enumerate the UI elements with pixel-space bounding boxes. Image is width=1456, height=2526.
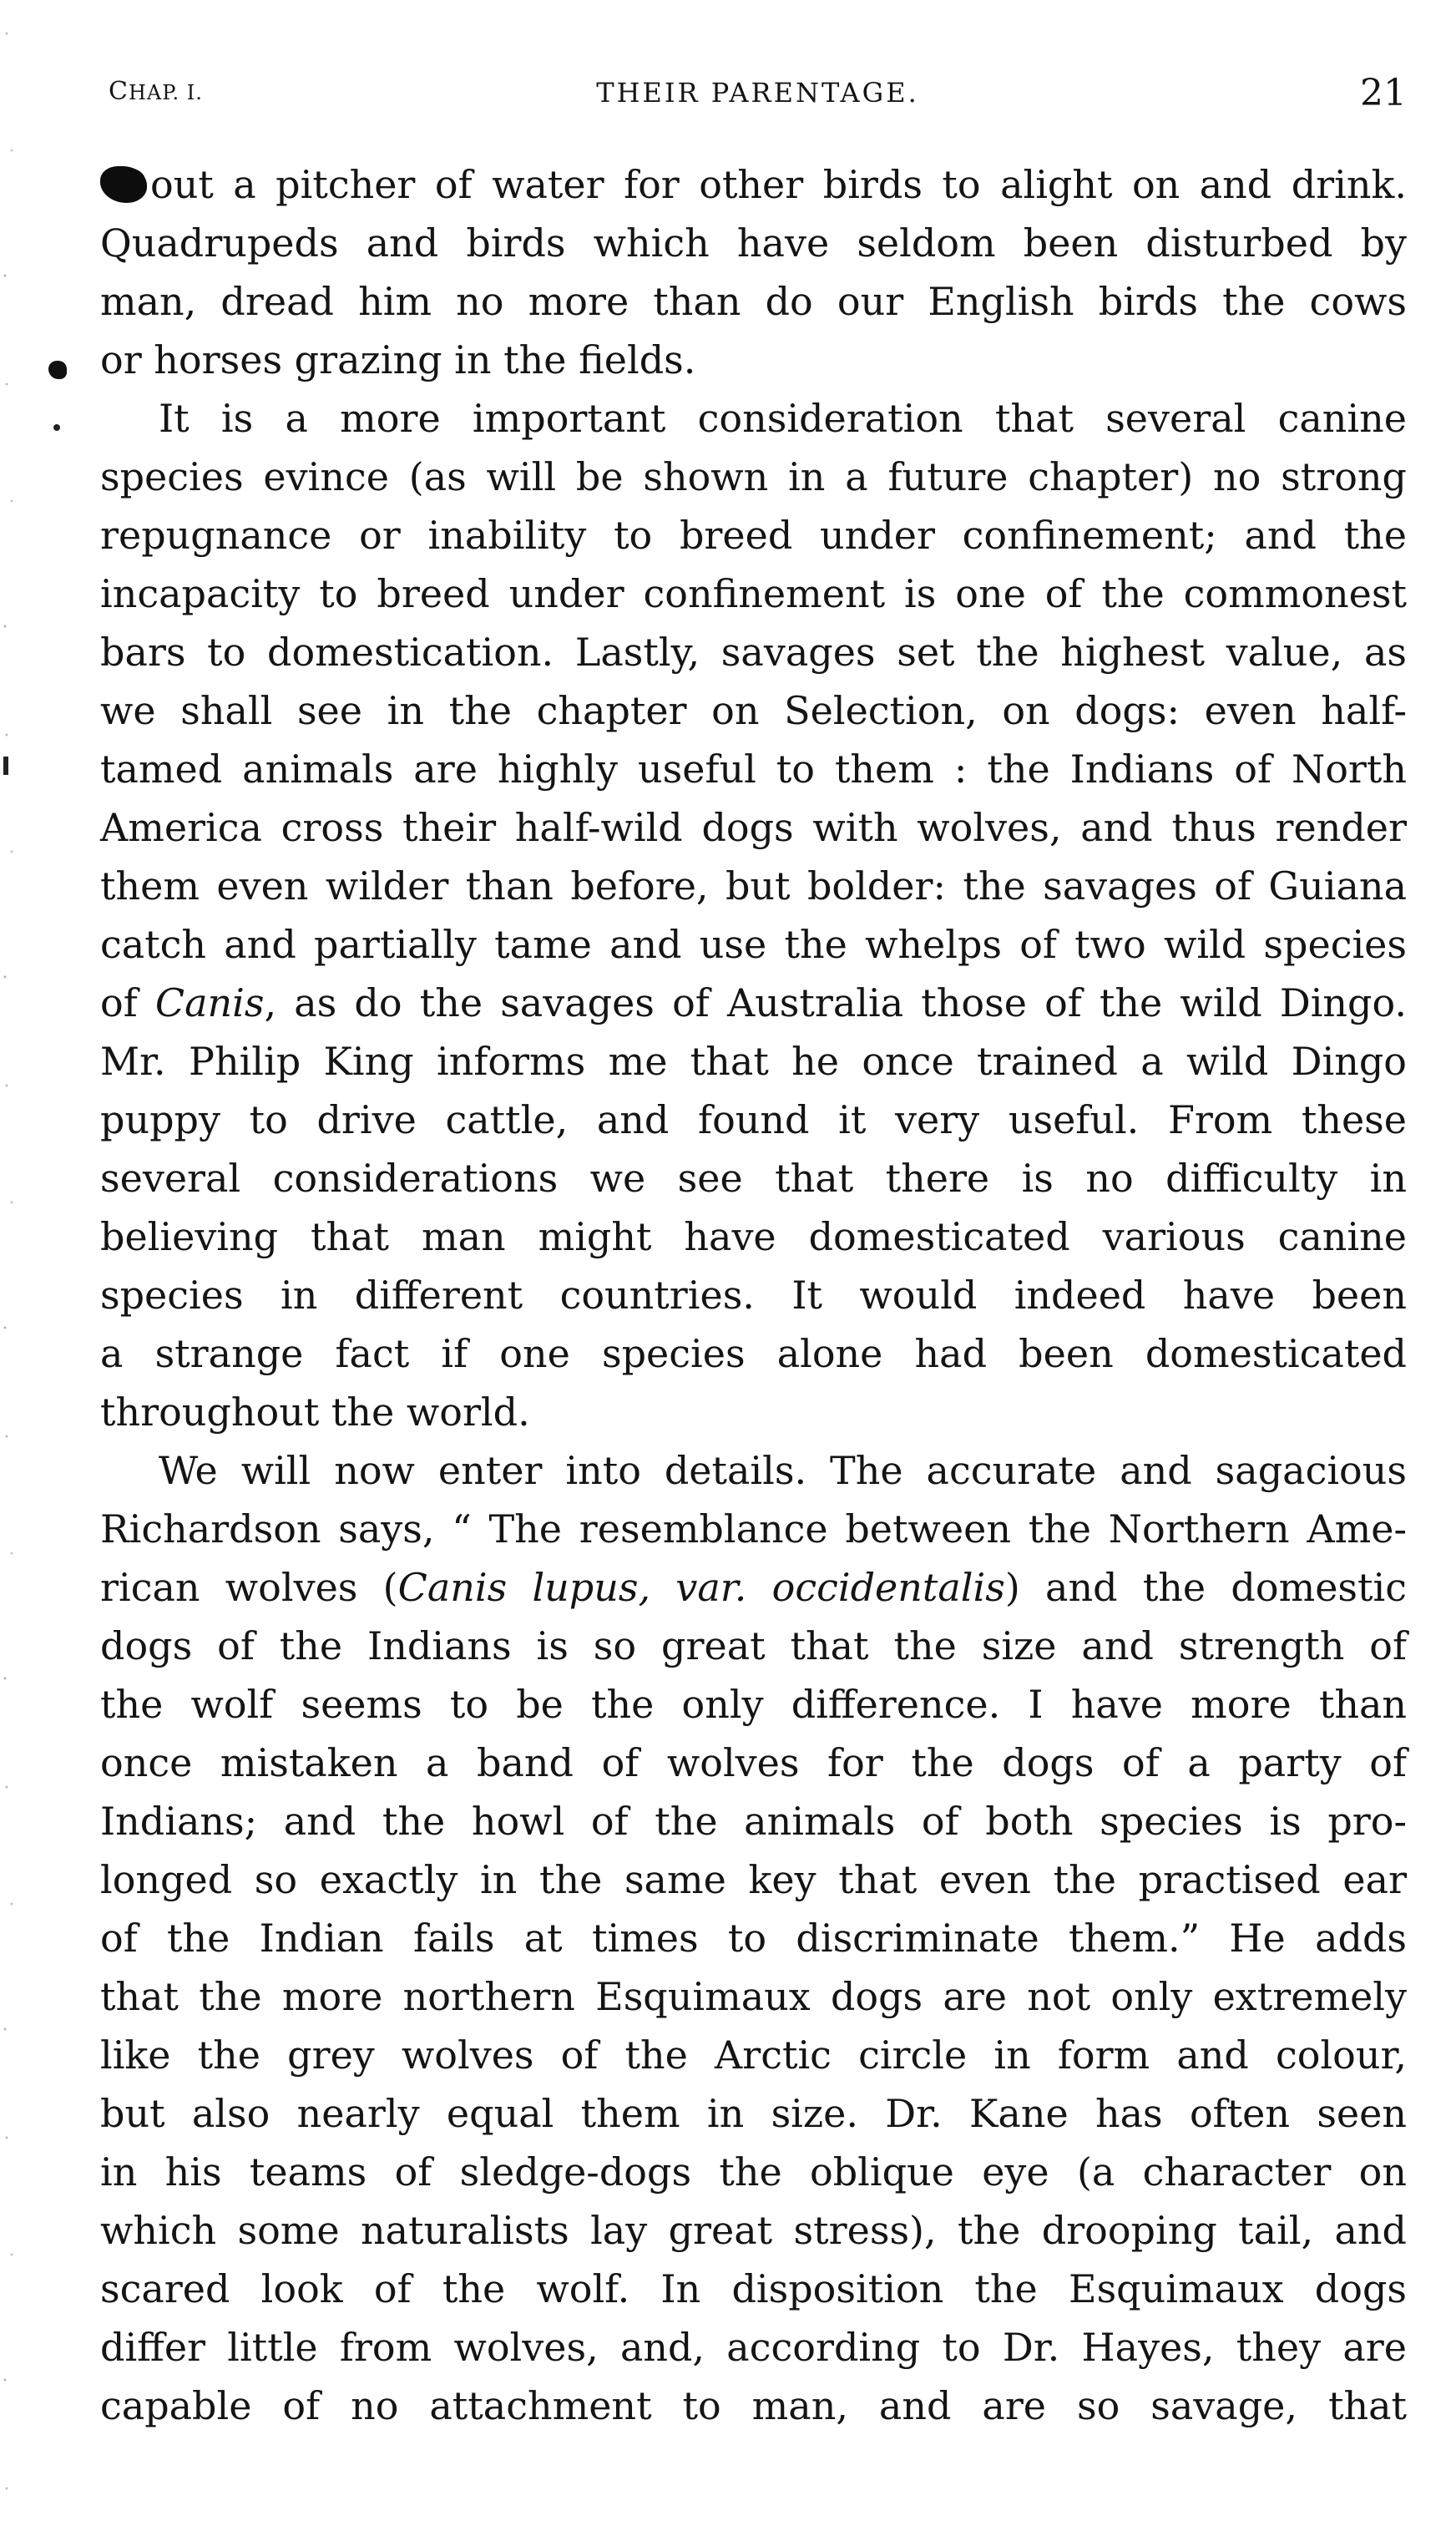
text-line: but also nearly equal them in size. Dr. Kane has often seen — [100, 2091, 1407, 2136]
text-line: species in different countries. It would indeed have been — [100, 1273, 1407, 1318]
text-line: We will now enter into details. The accurate and sagacious — [159, 1448, 1407, 1493]
text-line: which some naturalists lay great stress), the drooping tail, and — [100, 2208, 1407, 2253]
text-line: Mr. Philip King informs me that he once trained a wild Dingo — [100, 1039, 1407, 1084]
ink-dot — [53, 424, 60, 431]
page-number: 21 — [1360, 72, 1407, 114]
text-line: man, dread him no more than do our English birds the cows — [100, 279, 1407, 324]
text-line: incapacity to breed under confinement is one of the commonest — [100, 571, 1407, 616]
text-line: them even wilder than before, but bolder: the savages of Guiana — [100, 863, 1407, 909]
text-line: dogs of the Indians is so great that the size and strength of — [100, 1623, 1407, 1668]
ink-blot-smudge — [100, 166, 147, 203]
text-line: puppy to drive cattle, and found it very useful. From these — [100, 1097, 1407, 1142]
text-line: catch and partially tame and use the whelps of two wild species — [100, 922, 1407, 967]
text-line: of Canis, as do the savages of Australia those of the wild Dingo. — [100, 980, 1407, 1025]
text-line: like the grey wolves of the Arctic circle in form and colour, — [100, 2032, 1407, 2078]
text-line: a strange fact if one species alone had been domesticated — [100, 1331, 1407, 1376]
italic-species-name: Canis lupus, var. occidentalis — [397, 1565, 1005, 1610]
text-line: the wolf seems to be the only difference. I have more than — [100, 1682, 1407, 1727]
text-line: It is a more important consideration that several canine — [159, 396, 1407, 441]
text-line: or horses grazing in the fields. — [100, 337, 696, 382]
ink-spot — [48, 361, 67, 379]
text-line: we shall see in the chapter on Selection, on dogs: even half- — [100, 688, 1407, 733]
text-line: differ little from wolves, and, according to Dr. Hayes, they are — [100, 2325, 1407, 2370]
text-line: several considerations we see that there is no difficulty in — [100, 1156, 1407, 1201]
text-line: that the more northern Esquimaux dogs are not only extremely — [100, 1974, 1407, 2019]
text-line: capable of no attachment to man, and are so savage, that — [100, 2383, 1407, 2428]
text-line: in his teams of sledge-dogs the oblique eye (a character on — [100, 2149, 1407, 2194]
text-line: once mistaken a band of wolves for the dogs of a party of — [100, 1740, 1407, 1785]
text-line: of the Indian fails at times to discriminate them.” He adds — [100, 1916, 1407, 1961]
text-line: species evince (as will be shown in a future chapter) no strong — [100, 454, 1407, 499]
text-line: rican wolves (Canis lupus, var. occidentalis) and the domestic — [100, 1565, 1407, 1610]
text-line: Richardson says, “ The resemblance between the Northern Ame- — [100, 1506, 1407, 1552]
text-line: throughout the world. — [100, 1390, 530, 1435]
text-line: out a pitcher of water for other birds to alight on and drink. — [100, 155, 1407, 214]
body-text — [100, 155, 1407, 2435]
italic-genus-name: Canis — [154, 980, 265, 1025]
text-line: longed so exactly in the same key that even the practised ear — [100, 1857, 1407, 1902]
running-header — [109, 72, 1407, 122]
binding-edge — [0, 0, 25, 2526]
text-line: repugnance or inability to breed under confinement; and the — [100, 513, 1407, 558]
chapter-label: CHAP. I. — [109, 77, 203, 106]
running-title: THEIR PARENTAGE. — [596, 77, 919, 109]
text-line: scared look of the wolf. In disposition the Esquimaux dogs — [100, 2266, 1407, 2311]
text-line: believing that man might have domesticated various canine — [100, 1214, 1407, 1259]
text-line: Quadrupeds and birds which have seldom been disturbed by — [100, 220, 1407, 266]
text-line: tamed animals are highly useful to them : the Indians of North — [100, 747, 1407, 792]
text-line: Indians; and the howl of the animals of both species is pro- — [100, 1799, 1407, 1844]
edge-mark — [3, 757, 8, 775]
text-line: bars to domestication. Lastly, savages set the highest value, as — [100, 630, 1407, 675]
text-line: America cross their half-wild dogs with wolves, and thus render — [100, 805, 1407, 850]
